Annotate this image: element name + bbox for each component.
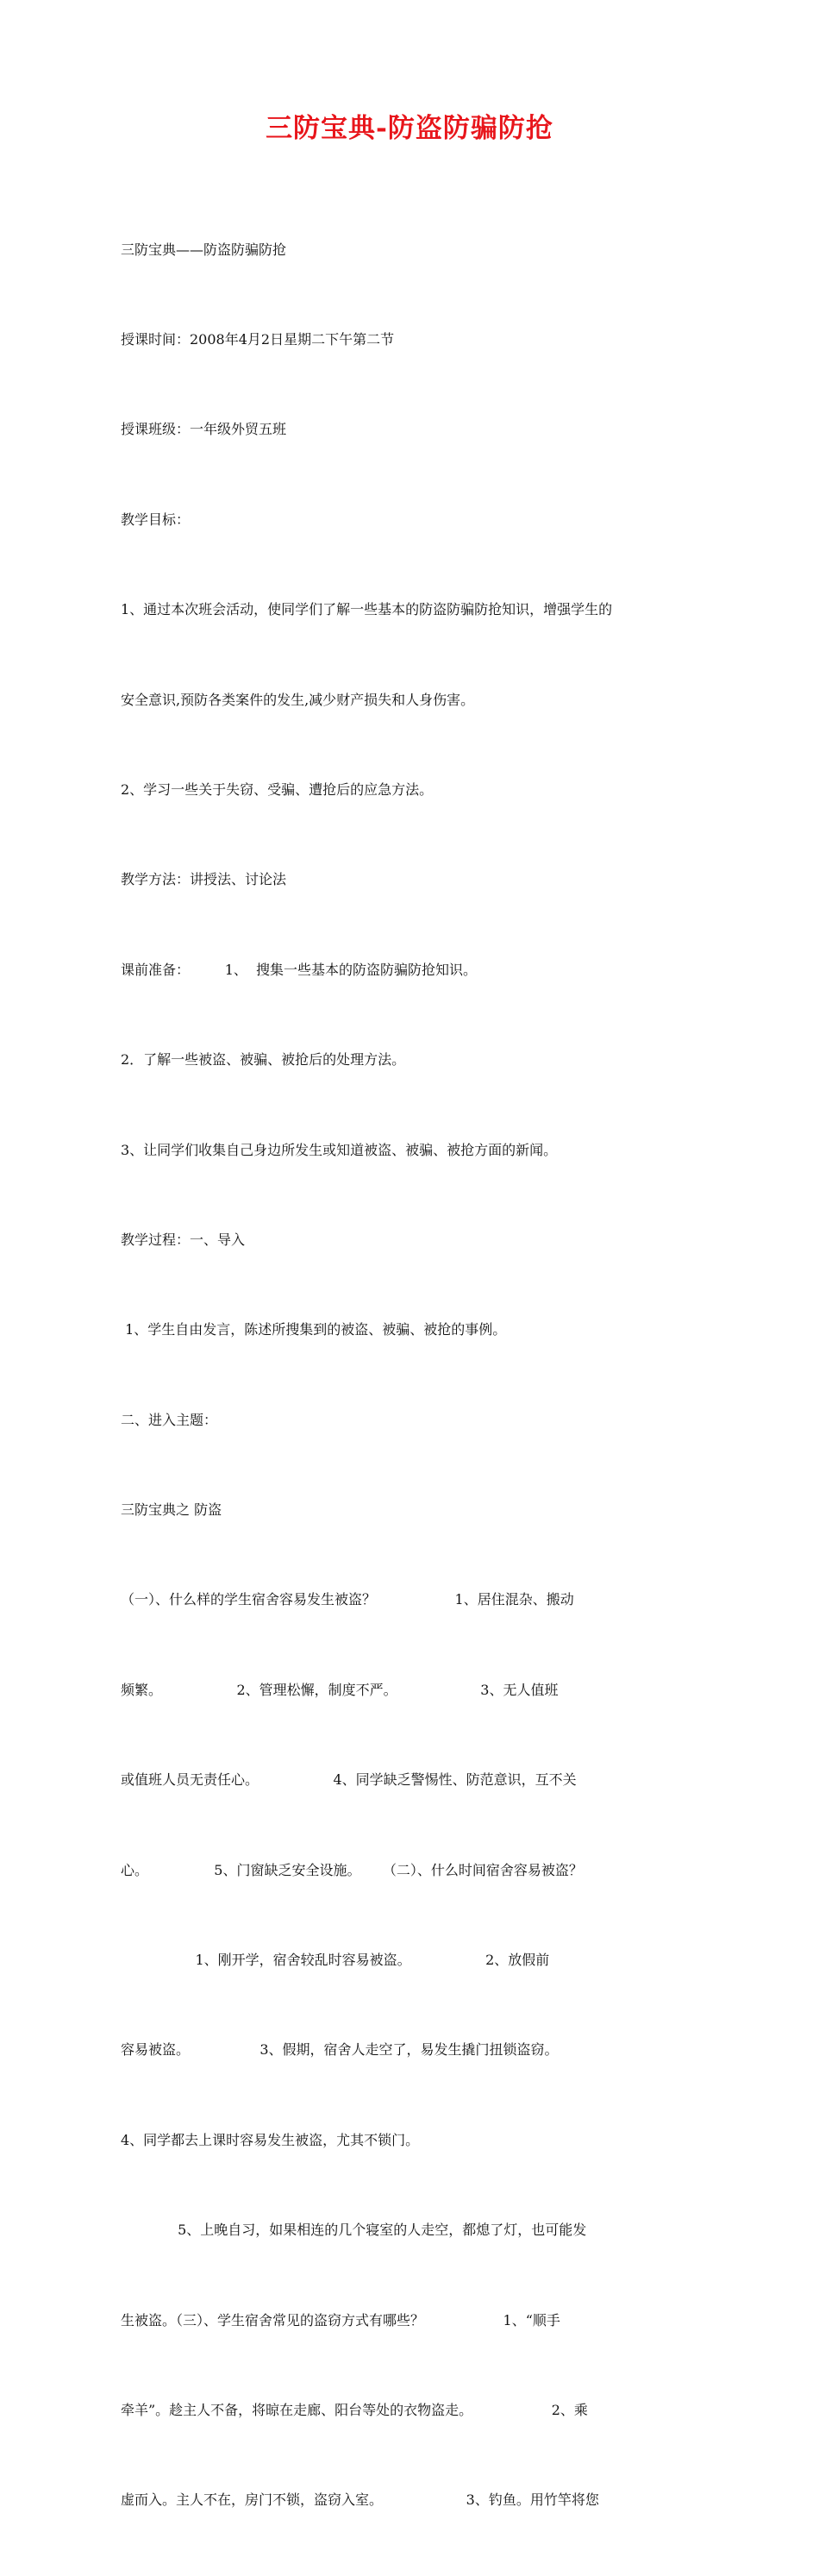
body-line: 容易被盗。 3、假期，宿舍人走空了，易发生撬门扭锁盗窃。 [121,2041,559,2059]
body-line: 课前准备： 1、 搜集一些基本的防盗防骗防抢知识。 [121,961,478,978]
body-line: 授课班级：一年级外贸五班 [121,421,287,438]
body-line: 教学方法：讲授法、讨论法 [121,871,287,888]
body-line: 1、刚开学，宿舍较乱时容易被盗。 2、放假前 [121,1952,550,1969]
body-line: 教学目标： [121,511,191,528]
body-line: 心。 5、门窗缺乏安全设施。 （二）、什么时间宿舍容易被盗？ [121,1861,583,1878]
body-line: （一）、什么样的学生宿舍容易发生被盗？ 1、居住混杂、搬动 [121,1591,574,1608]
body-line: 三防宝典之 防盗 [121,1501,222,1519]
body-line: 4、同学都去上课时容易发生被盗，尤其不锁门。 [121,2131,420,2148]
body-line: 或值班人员无责任心。 4、同学缺乏警惕性、防范意识，互不关 [121,1771,577,1789]
document-body [121,175,703,2576]
body-line: 教学过程：一、导入 [121,1231,246,1248]
body-line: 5、上晚自习，如果相连的几个寝室的人走空，都熄了灯，也可能发 [121,2222,587,2239]
body-line: 三防宝典——防盗防骗防抢 [121,241,287,258]
body-line: 二、进入主题： [121,1411,218,1428]
body-line: 2．了解一些被盗、被骗、被抢后的处理方法。 [121,1051,406,1069]
body-line: 牵羊”。趁主人不备，将晾在走廊、阳台等处的衣物盗走。 2、乘 [121,2401,588,2418]
body-line: 1、学生自由发言，陈述所搜集到的被盗、被骗、被抢的事例。 [121,1321,507,1338]
body-line: 安全意识,预防各类案件的发生,减少财产损失和人身伤害。 [121,691,475,708]
body-line: 生被盗。（三）、学生宿舍常见的盗窃方式有哪些？ 1、“顺手 [121,2311,560,2328]
body-line: 2、学习一些关于失窃、受骗、遭抢后的应急方法。 [121,780,434,798]
body-line: 虚而入。主人不在，房门不锁，盗窃入室。 3、钓鱼。用竹竿将您 [121,2491,599,2509]
body-line: 授课时间：2008年4月2日星期二下午第二节 [121,330,395,348]
body-line: 3、让同学们收集自己身边所发生或知道被盗、被骗、被抢方面的新闻。 [121,1141,558,1158]
document-title: 三防宝典-防盗防骗防抢 [266,113,553,144]
body-line: 频繁。 2、管理松懈，制度不严。 3、无人值班 [121,1681,559,1698]
body-line: 1、通过本次班会活动，使同学们了解一些基本的防盗防骗防抢知识，增强学生的 [121,601,613,618]
